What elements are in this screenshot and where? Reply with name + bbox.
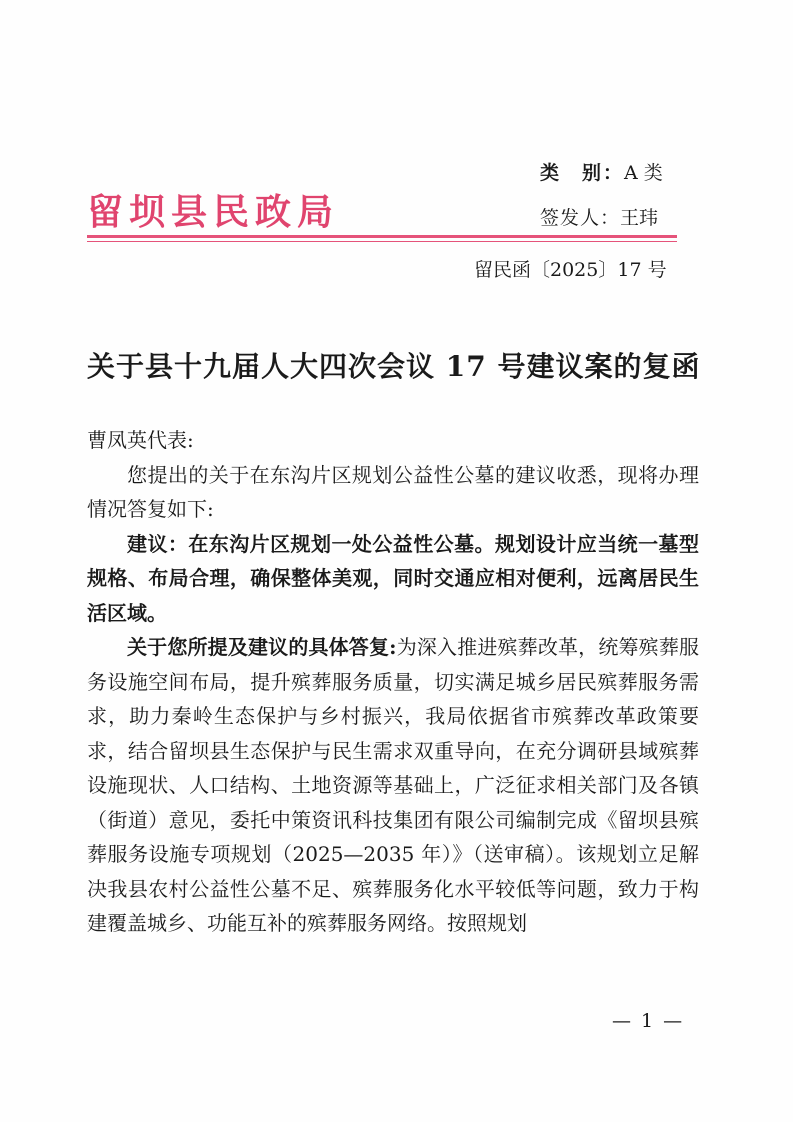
page-number: — 1 —: [612, 1010, 685, 1032]
paragraph-reply: [87, 630, 699, 941]
salutation: 曹凤英代表:: [87, 428, 194, 452]
paragraph-suggestion: 建议：在东沟片区规划一处公益性公墓。规划设计应当统一墓型规格、布局合理，确保整体美观，同时交通应相对便利，远离居民生活区域。: [87, 531, 699, 625]
header-rule-thick: [87, 235, 677, 238]
reply-text: 为深入推进殡葬改革，统筹殡葬服务设施空间布局，提升殡葬服务质量，切实满足城乡居民殡葬服务需求，助力秦岭生态保护与乡村振兴，我局依据省市殡葬改革政策要求，结合留坝县生态保护与民生需求双重导向，在充分调研县域殡葬设施现状、人口结构、土地资源等基础上，广泛征求相关部门及各镇（街道）意见，委托中策资讯科技集团有限公司编制完成《留坝县殡葬服务设施专项规划（2025—2035 年）》（送审稿）。该规划立足解决我县农村公益性公墓不足、殡葬服务化水平较低等问题，致力于构建覆盖城乡、功能互补的殡葬服务网络。按照规划: [87, 635, 700, 935]
reply-lead: 关于您所提及建议的具体答复:: [127, 635, 397, 659]
header-rule-thin: [87, 241, 677, 242]
signer-label: 签发人：: [540, 207, 621, 229]
category-value: A 类: [624, 162, 663, 184]
document-body: [87, 423, 699, 941]
paragraph-intro: 您提出的关于在东沟片区规划公益性公墓的建议收悉，现将办理情况答复如下:: [87, 462, 699, 521]
signer-field: [540, 203, 658, 230]
signer-value: 王玮: [620, 207, 659, 229]
document-number: 留民函〔2025〕17 号: [474, 259, 667, 281]
category-label: 类 别：: [540, 162, 625, 184]
agency-name: 留坝县民政局: [87, 191, 340, 233]
document-title: 关于县十九届人大四次会议 17 号建议案的复函: [87, 350, 701, 383]
category-field: [540, 158, 663, 185]
